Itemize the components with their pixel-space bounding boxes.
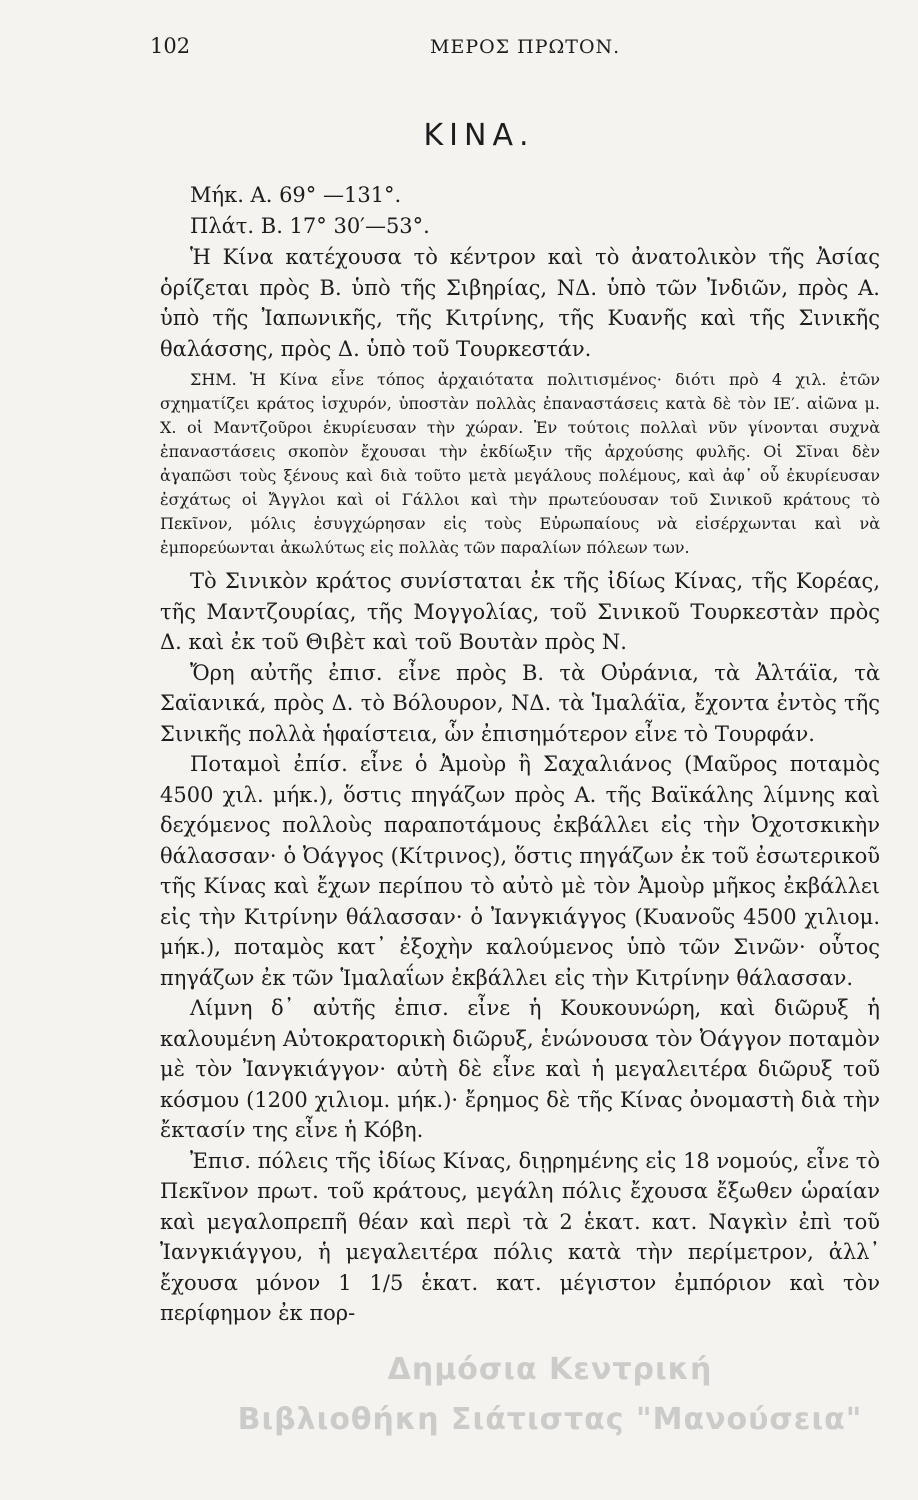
- body-text: [160, 180, 880, 1329]
- longitude-line: Μήκ. Α. 69° —131°.: [190, 183, 402, 207]
- page-number: 102: [150, 34, 191, 58]
- paragraph-cities: Ἐπισ. πόλεις τῆς ἰδίως Κίνας, διῃρημένης εἰς 18 νομούς, εἶνε τὸ Πεκῖνον πρωτ. τοῦ κράτους, μεγάλη πόλις ἔχουσα ἔξωθεν ὡραίαν καὶ μεγαλοπρεπῆ θέαν καὶ περὶ τὰ 2 ἑκατ. κατ. Ναγκὶν ἐπὶ τοῦ Ἰανγκιάγγου, ἡ μεγαλειτέρα πόλις κατὰ τὴν περίμετρον, ἀλλ᾿ ἔχουσα μόνον 1 1/5 ἑκατ. κατ. μέγιστον ἐμπόριον καὶ τὸν περίφημον ἐκ πορ-: [160, 1148, 880, 1325]
- chapter-title: ΚΙΝΑ.: [423, 118, 535, 153]
- section-title: ΜΕΡΟΣ ΠΡΩΤΟΝ.: [430, 36, 621, 58]
- paragraph-rivers: Ποταμοὶ ἐπίσ. εἶνε ὁ Ἀμοὺρ ἢ Σαχαλιάνος (Μαῦρος ποταμὸς 4500 χιλ. μήκ.), ὅστις πηγάζων πρὸς Α. τῆς Βαϊκάλης λίμνης καὶ δεχόμενος πολλοὺς παραποτάμους ἐκβάλλει εἰς τὴν Ὀχοτσκικὴν θάλασσαν· ὁ Ὀάγγος (Κίτρινος), ὅστις πηγάζων ἐκ τοῦ ἐσωτερικοῦ τῆς Κίνας καὶ ἔχων περίπου τὸ αὐτὸ μὲ τὸν Ἀμοὺρ μῆκος ἐκβάλλει εἰς τὴν Κιτρίνην θάλασσαν· ὁ Ἰανγκιάγγος (Κυανοῦς 4500 χιλιομ. μήκ.), ποταμὸς κατ᾿ ἐξοχὴν καλούμενος ὑπὸ τῶν Σινῶν· οὗτος πηγάζων ἐκ τῶν Ἱμαλαΐων ἐκβάλλει εἰς τὴν Κιτρίνην θάλασσαν.: [160, 752, 880, 990]
- paragraph-note: ΣΗΜ. Ἡ Κίνα εἶνε τόπος ἀρχαιότατα πολιτισμένος· διότι πρὸ 4 χιλ. ἐτῶν σχηματίζει κράτος ἰσχυρόν, ὑποστὰν πολλὰς ἐπαναστάσεις κατὰ δὲ τὸν ΙΕ′. αἰῶνα μ. Χ. οἱ Μαντζοῦροι ἐκυρίευσαν τὴν χώραν. Ἐν τούτοις πολλαὶ νῦν γίνονται συχνὰ ἐπαναστάσεις σκοπὸν ἔχουσαι τὴν ἐκδίωξιν τῆς ἀρχούσης φυλῆς. Οἱ Σῖναι δὲν ἀγαπῶσι τοὺς ξένους καὶ διὰ τοῦτο μετὰ μεγάλους πολέμους, καὶ ἀφ᾿ οὗ ἐκυρίευσαν ἐσχάτως οἱ Ἄγγλοι καὶ οἱ Γάλλοι καὶ τὴν πρωτεύουσαν τοῦ Σινικοῦ κράτους τὸ Πεκῖνον, μόλις ἐσυγχώρησαν εἰς τοὺς Εὐρωπαίους νὰ εἰσέρχωνται καὶ νὰ ἐμπορεύωνται ἀκωλύτως εἰς πολλὰς τῶν παραλίων πόλεων των.: [160, 370, 880, 557]
- library-watermark-line1: Δημόσια Κεντρική: [387, 1352, 713, 1387]
- running-header: [150, 34, 888, 58]
- library-watermark-line2: Βιβλιοθήκη Σιάτιστας "Μανούσεια": [237, 1402, 863, 1437]
- latitude-line: Πλάτ. Β. 17° 30′—53°.: [190, 214, 430, 238]
- paragraph-lakes: Λίμνη δ᾿ αὐτῆς ἐπισ. εἶνε ἡ Κουκουνώρη, καὶ διῶρυξ ἡ καλουμένη Αὐτοκρατορικὴ διῶρυξ, ἑνώνουσα τὸν Ὀάγγον ποταμὸν μὲ τὸν Ἰανγκιάγγον· αὐτὴ δὲ εἶνε καὶ ἡ μεγαλειτέρα διῶρυξ τοῦ κόσμου (1200 χιλιομ. μήκ.)· ἔρημος δὲ τῆς Κίνας ὀνομαστὴ διὰ τὴν ἔκτασίν της εἶνε ἡ Κόβη.: [160, 996, 880, 1142]
- paragraph-mountains: Ὄρη αὐτῆς ἐπισ. εἶνε πρὸς Β. τὰ Οὐράνια, τὰ Ἀλτάϊα, τὰ Σαϊανικά, πρὸς Δ. τὸ Βόλουρον, ΝΔ. τὰ Ἱμαλάϊα, ἔχοντα ἐντὸς τῆς Σινικῆς πολλὰ ἡφαίστεια, ὧν ἐπισημότερον εἶνε τὸ Τουρφάν.: [160, 660, 880, 746]
- paragraph-borders: Ἡ Κίνα κατέχουσα τὸ κέντρον καὶ τὸ ἀνατολικὸν τῆς Ἀσίας ὁρίζεται πρὸς Β. ὑπὸ τῆς Σιβηρίας, ΝΔ. ὑπὸ τῶν Ἰνδιῶν, πρὸς Α. ὑπὸ τῆς Ἰαπωνικῆς, τῆς Κιτρίνης, τῆς Κυανῆς καὶ τῆς Σινικῆς θαλάσσης, πρὸς Δ. ὑπὸ τοῦ Τουρκεστάν.: [160, 245, 880, 361]
- paragraph-state: Τὸ Σινικὸν κράτος συνίσταται ἐκ τῆς ἰδίως Κίνας, τῆς Κορέας, τῆς Μαντζουρίας, τῆς Μογγολίας, τοῦ Σινικοῦ Τουρκεστὰν πρὸς Δ. καὶ ἐκ τοῦ Θιβὲτ καὶ τοῦ Βουτὰν πρὸς Ν.: [160, 569, 880, 654]
